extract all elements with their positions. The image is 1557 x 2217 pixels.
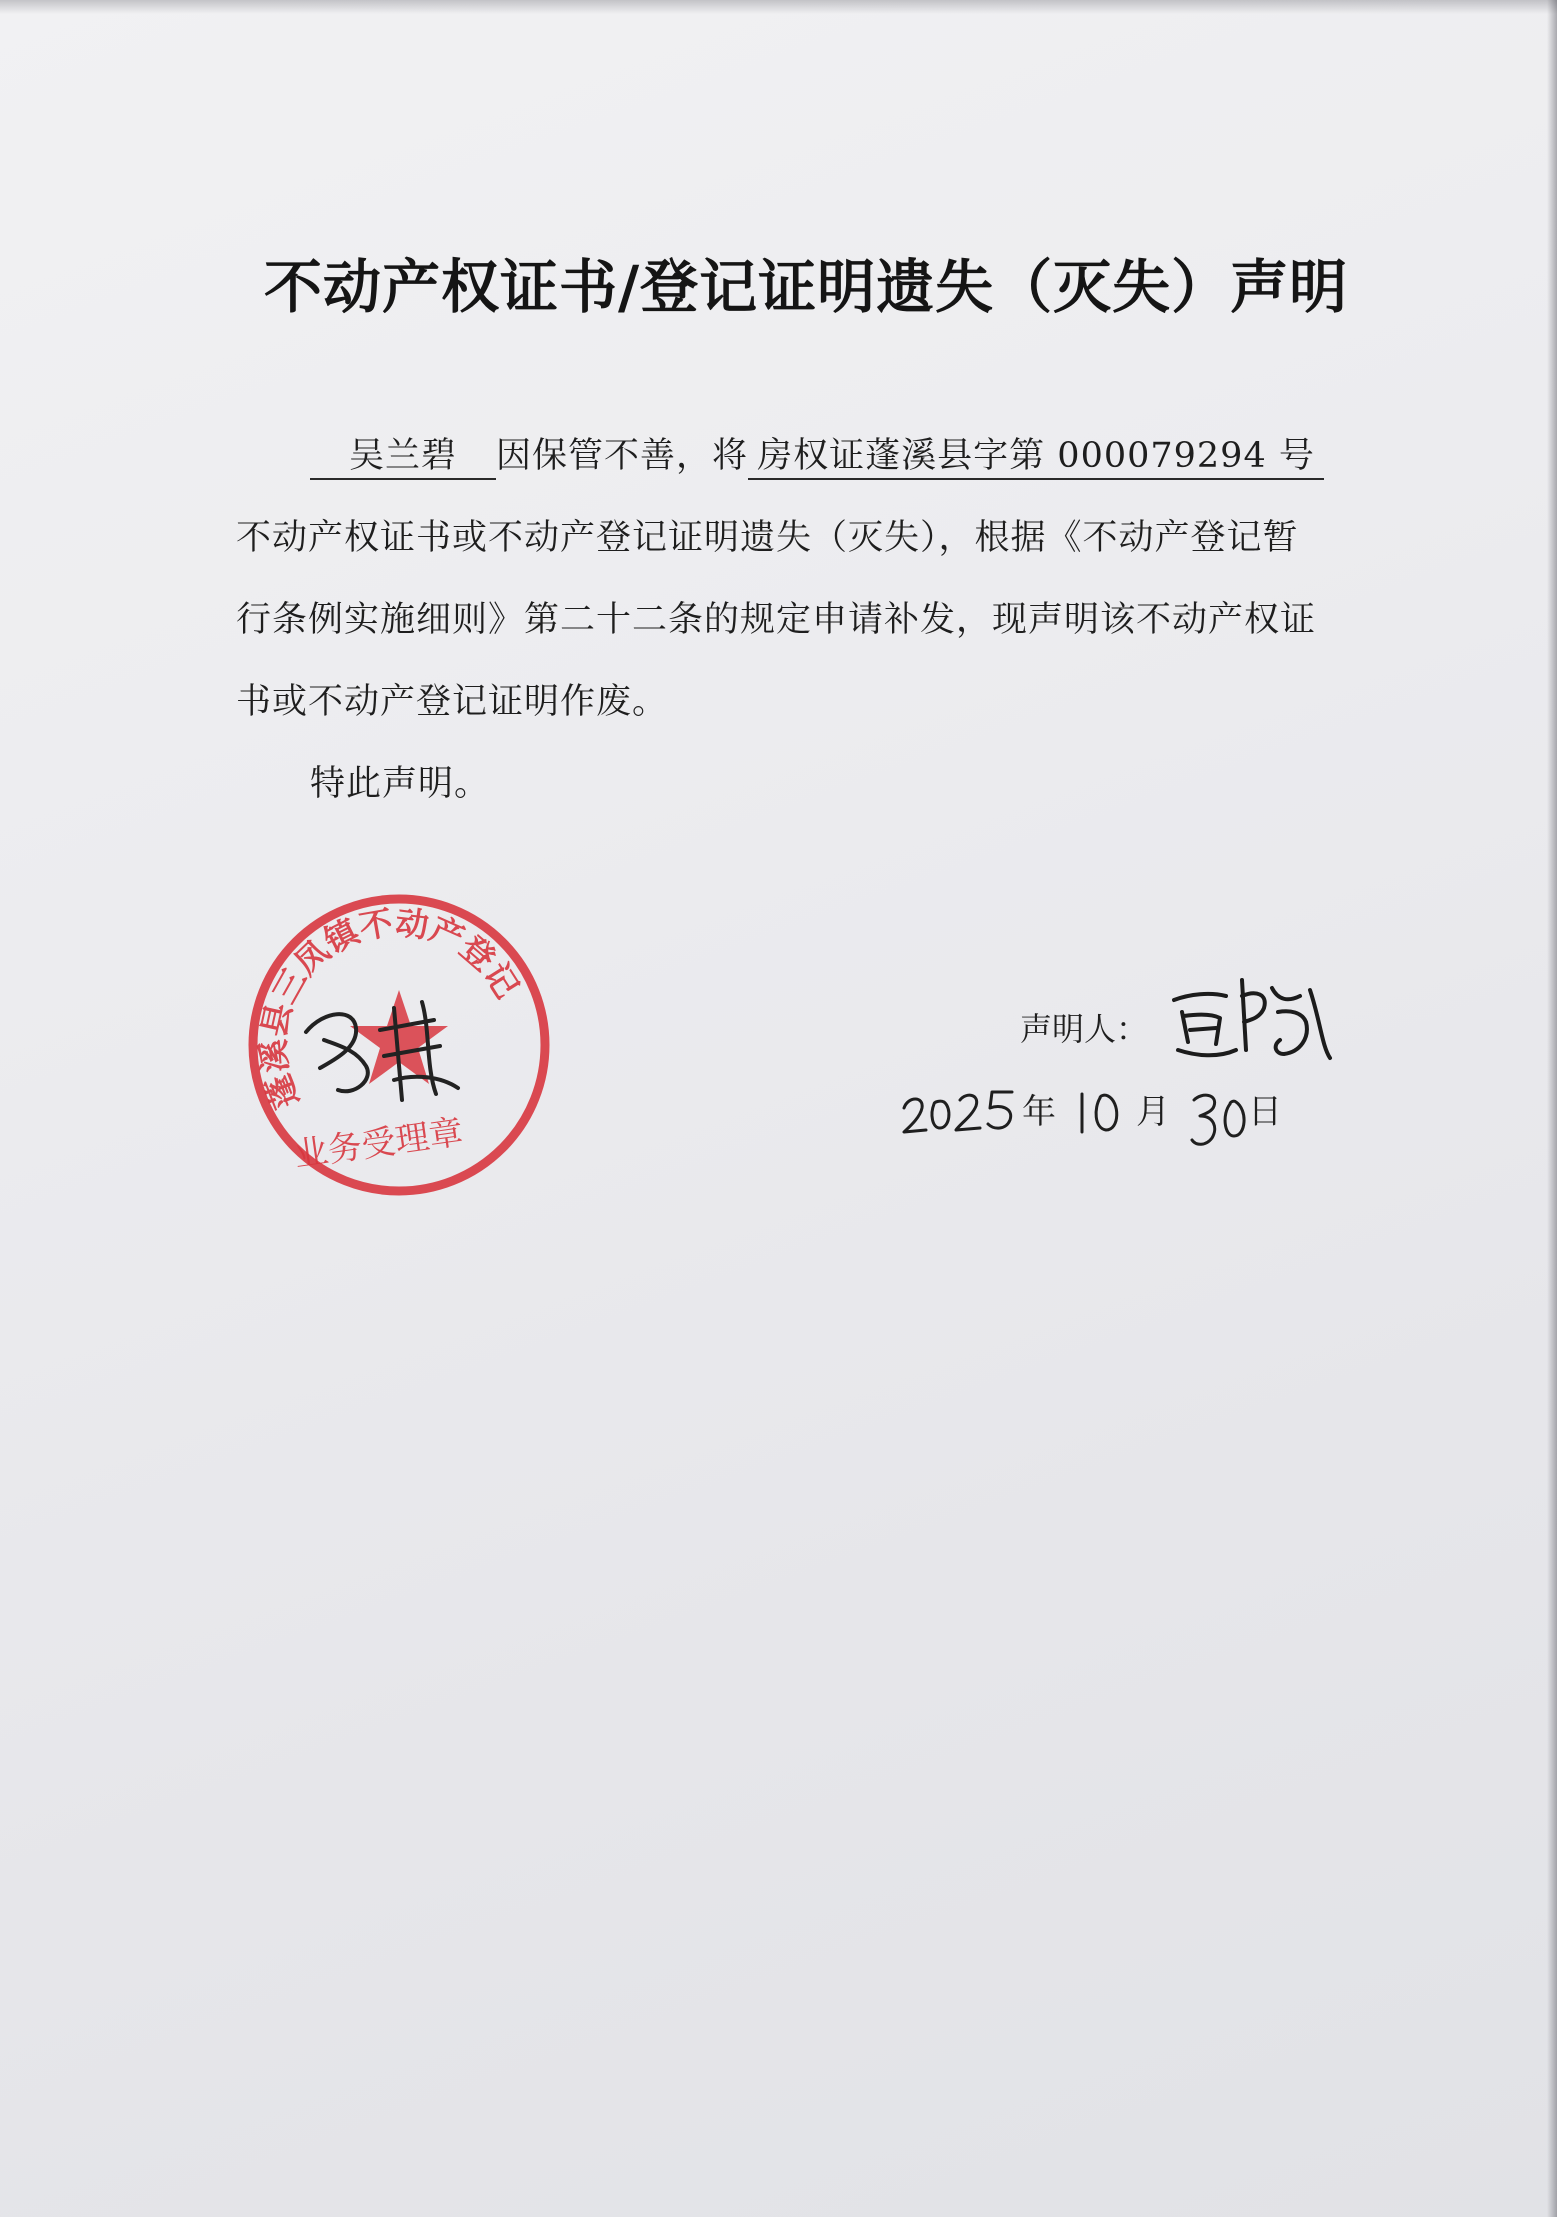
top-shadow [0, 0, 1557, 14]
date-row [900, 1076, 1300, 1156]
statement-line-2: 不动产权证书或不动产登记证明遗失（灭失），根据《不动产登记暂 [236, 518, 1299, 558]
handwritten-signature [1160, 960, 1340, 1070]
closing-line: 特此声明。 [310, 764, 491, 804]
phrase-after-name: 因保管不善，将 [496, 436, 749, 476]
statement-line-1 [310, 428, 1324, 480]
day-unit: 日 [1248, 1092, 1282, 1132]
declarant-name-field: 吴兰碧 [310, 434, 496, 480]
declarant-label: 声明人： [1020, 1010, 1149, 1048]
official-seal [244, 890, 554, 1200]
statement-line-4: 书或不动产登记证明作废。 [236, 682, 669, 722]
handwritten-month [1074, 1084, 1134, 1140]
svg-text:业务受理章: 业务受理章 [291, 1112, 466, 1176]
statement-line-3: 行条例实施细则》第二十二条的规定申请补发，现声明该不动产权证 [236, 600, 1317, 640]
edge-shadow [1547, 0, 1557, 2217]
year-unit: 年 [1022, 1092, 1056, 1132]
page-title: 不动产权证书/登记证明遗失（灭失）声明 [264, 253, 1349, 321]
month-unit: 月 [1136, 1092, 1170, 1132]
certificate-number-field: 房权证蓬溪县字第 000079294 号 [748, 434, 1324, 480]
handwritten-year [900, 1078, 1020, 1138]
svg-text:蓬溪县三凤镇不动产登记: 蓬溪县三凤镇不动产登记 [253, 902, 527, 1114]
